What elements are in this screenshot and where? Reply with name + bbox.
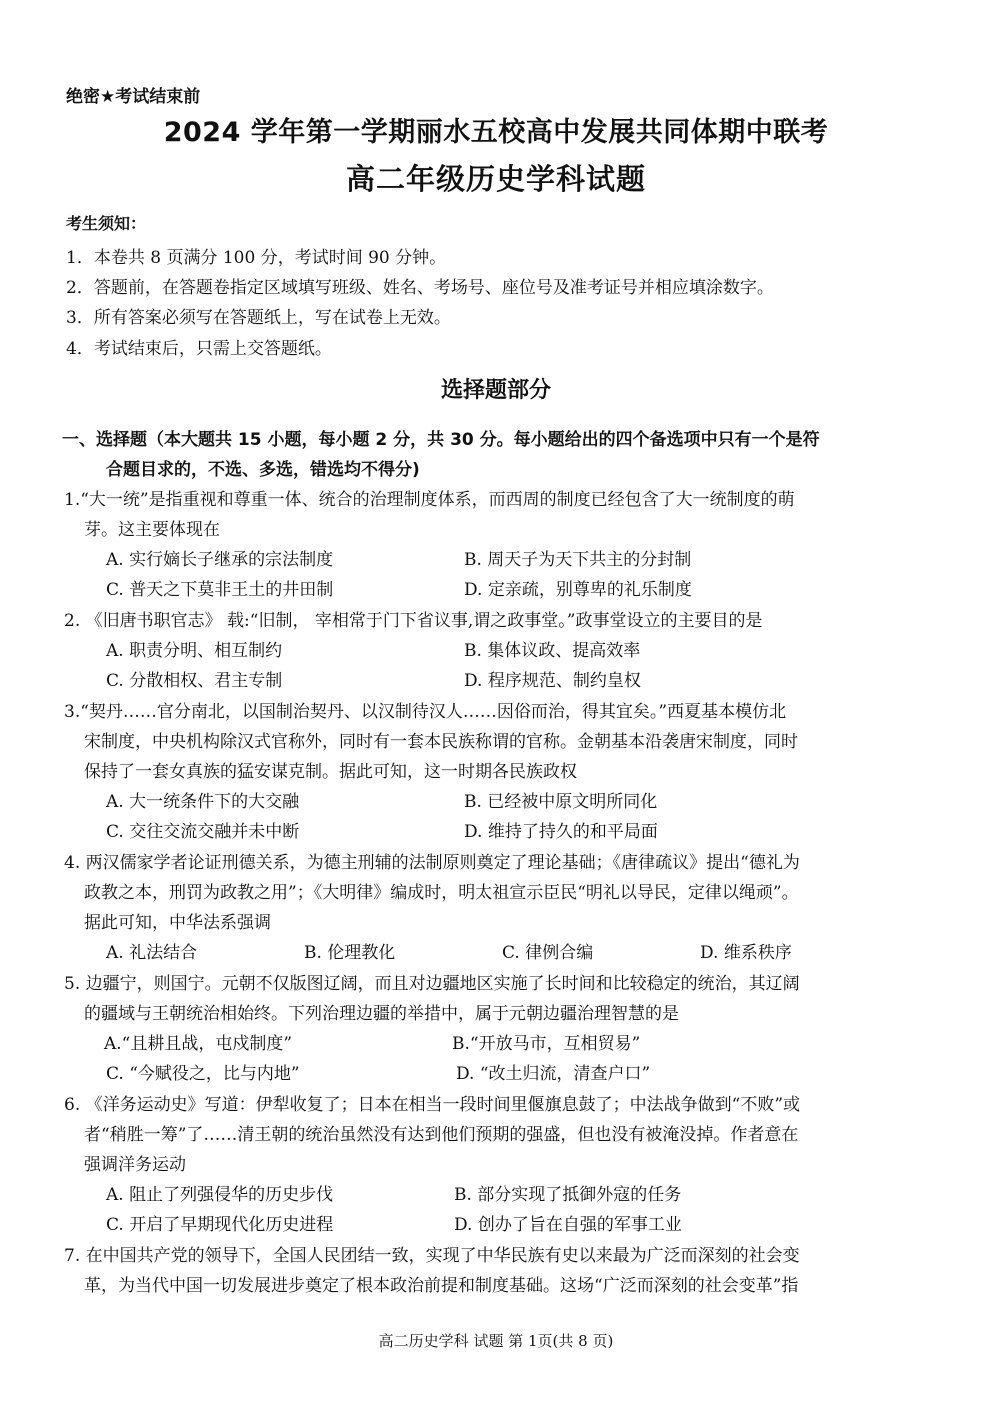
question-6-stem: 者“稍胜一筹”了……清王朝的统治虽然没有达到他们预期的强盛，但也没有被淹没掉。作者意在 <box>84 1125 799 1145</box>
question-3-stem: 保持了一套女真族的猛安谋克制。据此可知，这一时期各民族政权 <box>84 762 577 782</box>
notice-item: 2．答题前，在答题卷指定区域填写班级、姓名、考场号、座位号及准考证号并相应填涂数字。 <box>66 278 774 298</box>
notice-item: 1．本卷共 8 页满分 100 分，考试时间 90 分钟。 <box>66 248 447 268</box>
question-1-stem: 1.“大一统”是指重视和尊重一体、统合的治理制度体系，而西周的制度已经包含了大一统制度的萌 <box>64 490 795 510</box>
page-footer: 高二历史学科 试题 第 1页(共 8 页) <box>378 1332 614 1350</box>
question-6-stem: 强调洋务运动 <box>84 1155 186 1175</box>
question-5-option-b: B.“开放马市，互相贸易” <box>452 1034 641 1054</box>
question-2-stem: 2. 《旧唐书职官志》 载:“旧制， 宰相常于门下省议事,谓之政事堂。”政事堂设立的主要目的是 <box>64 611 763 631</box>
question-6-option-b: B. 部分实现了抵御外寇的任务 <box>454 1185 682 1205</box>
question-1-option-a: A. 实行嫡长子继承的宗法制度 <box>106 550 334 570</box>
section-title: 选择题部分 <box>440 378 551 403</box>
question-7-stem: 革，为当代中国一切发展进步奠定了根本政治前提和制度基础。这场“广泛而深刻的社会变革”指 <box>84 1276 799 1296</box>
question-1-stem: 芽。这主要体现在 <box>84 520 220 540</box>
question-6-option-c: C. 开启了早期现代化历史进程 <box>106 1215 334 1235</box>
question-4-stem: 4. 两汉儒家学者论证刑德关系，为德主刑辅的法制原则奠定了理论基础；《唐律疏议》提出“德礼为 <box>64 853 800 873</box>
notice-item: 4．考试结束后，只需上交答题纸。 <box>66 339 332 359</box>
question-4-option-b: B. 伦理教化 <box>304 943 396 963</box>
instructions-line: 一、选择题（本大题共 15 小题，每小题 2 分，共 30 分。每小题给出的四个备选项中只有一个是符 <box>62 430 820 450</box>
question-2-option-d: D. 程序规范、制约皇权 <box>464 671 641 691</box>
question-3-option-d: D. 维持了持久的和平局面 <box>464 822 658 842</box>
exam-title: 2024 学年第一学期丽水五校高中发展共同体期中联考 <box>163 117 829 148</box>
question-1-option-d: D. 定亲疏，别尊卑的礼乐制度 <box>464 580 692 600</box>
question-6-option-d: D. 创办了旨在自强的军事工业 <box>454 1215 682 1235</box>
question-3-stem: 3.“契丹……官分南北，以国制治契丹、以汉制待汉人……因俗而治，得其宜矣。”西夏基本模仿北 <box>64 702 787 722</box>
question-4-option-d: D. 维系秩序 <box>700 943 792 963</box>
question-7-stem: 7. 在中国共产党的领导下，全国人民团结一致，实现了中华民族有史以来最为广泛而深刻的社会变 <box>64 1246 800 1266</box>
question-2-option-c: C. 分散相权、君主专制 <box>106 671 283 691</box>
question-5-stem: 的疆域与王朝统治相始终。下列治理边疆的举措中，属于元朝边疆治理智慧的是 <box>84 1004 679 1024</box>
question-3-option-c: C. 交往交流交融并未中断 <box>106 822 300 842</box>
question-6-option-a: A. 阻止了列强侵华的历史步伐 <box>106 1185 334 1205</box>
question-4-option-a: A. 礼法结合 <box>106 943 198 963</box>
question-6-stem: 6. 《洋务运动史》写道：伊犁收复了；日本在相当一段时间里偃旗息鼓了；中法战争做到“不败”或 <box>64 1095 801 1115</box>
question-1-option-c: C. 普天之下莫非王土的井田制 <box>106 580 334 600</box>
question-5-option-d: D. “改土归流，清查户口” <box>456 1064 651 1084</box>
question-5-stem: 5. 边疆宁，则国宁。元朝不仅版图辽阔，而且对边疆地区实施了长时间和比较稳定的统治，其辽阔 <box>64 974 800 994</box>
notice-item: 3．所有答案必须写在答题纸上，写在试卷上无效。 <box>66 308 451 328</box>
instructions-line: 合题目求的，不选、多选，错选均不得分) <box>106 460 420 480</box>
question-1-option-b: B. 周天子为天下共主的分封制 <box>464 550 692 570</box>
notice-heading: 考生须知： <box>66 214 147 233</box>
question-2-option-b: B. 集体议政、提高效率 <box>464 641 641 661</box>
question-5-option-c: C. “今赋役之，比与内地” <box>106 1064 300 1084</box>
question-3-option-b: B. 已经被中原文明所同化 <box>464 792 658 812</box>
exam-subtitle: 高二年级历史学科试题 <box>345 162 646 196</box>
question-4-option-c: C. 律例合编 <box>502 943 594 963</box>
question-3-option-a: A. 大一统条件下的大交融 <box>106 792 300 812</box>
confidential-label: 绝密★考试结束前 <box>66 87 201 107</box>
question-4-stem: 政教之本，刑罚为政教之用”；《大明律》编成时，明太祖宣示臣民“明礼以导民，定律以绳顽”。 <box>84 883 799 903</box>
question-3-stem: 宋制度，中央机构除汉式官称外，同时有一套本民族称谓的官称。金朝基本沿袭唐宋制度，同时 <box>84 732 798 752</box>
question-4-stem: 据此可知，中华法系强调 <box>84 913 271 933</box>
question-5-option-a: A.“且耕且战，屯戍制度” <box>104 1034 293 1054</box>
question-2-option-a: A. 职责分明、相互制约 <box>106 641 283 661</box>
